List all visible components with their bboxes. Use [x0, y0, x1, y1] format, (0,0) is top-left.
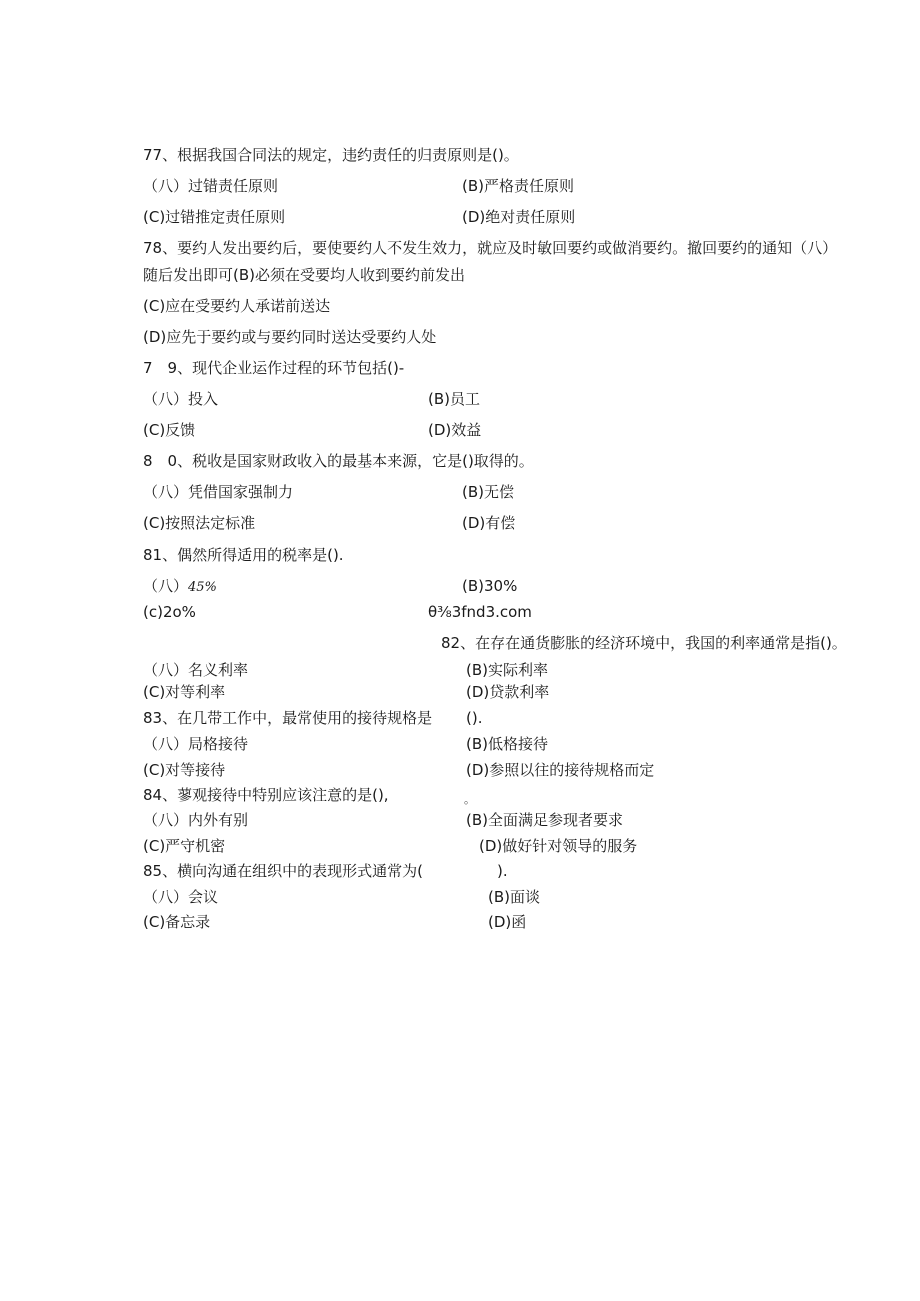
- q82-option-b: (B)实际利率: [466, 661, 548, 679]
- q80-stem: 8 0、税收是国家财政收入的最基本来源，它是()取得的。: [143, 452, 534, 470]
- q81-option-a-value: 45%: [188, 580, 217, 595]
- q81-option-c: (c)2o%: [143, 603, 196, 621]
- q83-stem-tail: ().: [466, 709, 483, 727]
- q85-option-c: (C)备忘录: [143, 913, 211, 931]
- q84-stem: 84、蓼观接待中特别应该注意的是(),: [143, 786, 389, 804]
- q77-option-b: (B)严格责任原则: [462, 177, 574, 195]
- q85-stem: 85、横向沟通在组织中的表现形式通常为(: [143, 862, 423, 880]
- q80-option-b: (B)无偿: [462, 483, 514, 501]
- q82-option-d: (D)贷款利率: [466, 683, 550, 701]
- q85-option-a: （八）会议: [143, 888, 219, 906]
- q78-option-c: (C)应在受要约人承诺前送达: [143, 297, 331, 315]
- q81-option-d: θ⅜3fnd3.com: [428, 603, 532, 621]
- q79-stem: 7 9、现代企业运作过程的环节包括()-: [143, 359, 405, 377]
- q82-stem: 82、在存在通货膨胀的经济环境中，我国的利率通常是指()。: [441, 634, 847, 652]
- q82-option-a: （八）名义利率: [143, 661, 249, 679]
- q77-option-d: (D)绝对责任原则: [462, 208, 576, 226]
- q77-option-a: （八）过错责任原则: [143, 177, 279, 195]
- q84-option-d: (D)做好针对领导的服务: [479, 837, 638, 855]
- q77-option-c: (C)过错推定责任原则: [143, 208, 286, 226]
- q85-option-b: (B)面谈: [488, 888, 540, 906]
- q81-stem: 81、偶然所得适用的税率是().: [143, 546, 344, 564]
- q81-option-b: (B)30%: [462, 577, 518, 595]
- q84-option-a: （八）内外有别: [143, 811, 249, 829]
- q80-option-d: (D)有偿: [462, 514, 516, 532]
- q85-stem-tail: ).: [497, 862, 508, 880]
- q81-option-a: [143, 576, 217, 598]
- q84-stem-tail: 。: [464, 793, 475, 806]
- q83-option-d: (D)参照以往的接待规格而定: [466, 761, 655, 779]
- q79-option-d: (D)效益: [428, 421, 482, 439]
- q77-stem: 77、根据我国合同法的规定，违约责任的归责原则是()。: [143, 146, 519, 164]
- q79-option-c: (C)反馈: [143, 421, 196, 439]
- q84-option-c: (C)严守机密: [143, 837, 226, 855]
- q78-stem-line1: 78、要约人发出要约后，要使要约人不发生效力，就应及时敏回要约或做消要约。撤回要约的通知（八）: [143, 239, 838, 257]
- q82-option-c: (C)对等利率: [143, 683, 226, 701]
- q79-option-b: (B)员工: [428, 390, 480, 408]
- q78-stem-line2: 随后发出即可(B)必须在受要均人收到要约前发出: [143, 266, 465, 284]
- q79-option-a: （八）投入: [143, 390, 219, 408]
- q81-option-a-prefix: （八）: [143, 577, 189, 595]
- q80-option-a: （八）凭借国家强制力: [143, 483, 294, 501]
- q84-option-b: (B)全面满足参现者要求: [466, 811, 623, 829]
- q80-option-c: (C)按照法定标准: [143, 514, 256, 532]
- q85-option-d: (D)函: [488, 913, 527, 931]
- q83-option-c: (C)对等接待: [143, 761, 226, 779]
- q78-option-d: (D)应先于要约或与要约同时送达受要约人处: [143, 328, 437, 346]
- q83-option-a: （八）局格接待: [143, 735, 249, 753]
- q83-stem: 83、在几带工作中，最常使用的接待规格是: [143, 709, 433, 727]
- q83-option-b: (B)低格接待: [466, 735, 548, 753]
